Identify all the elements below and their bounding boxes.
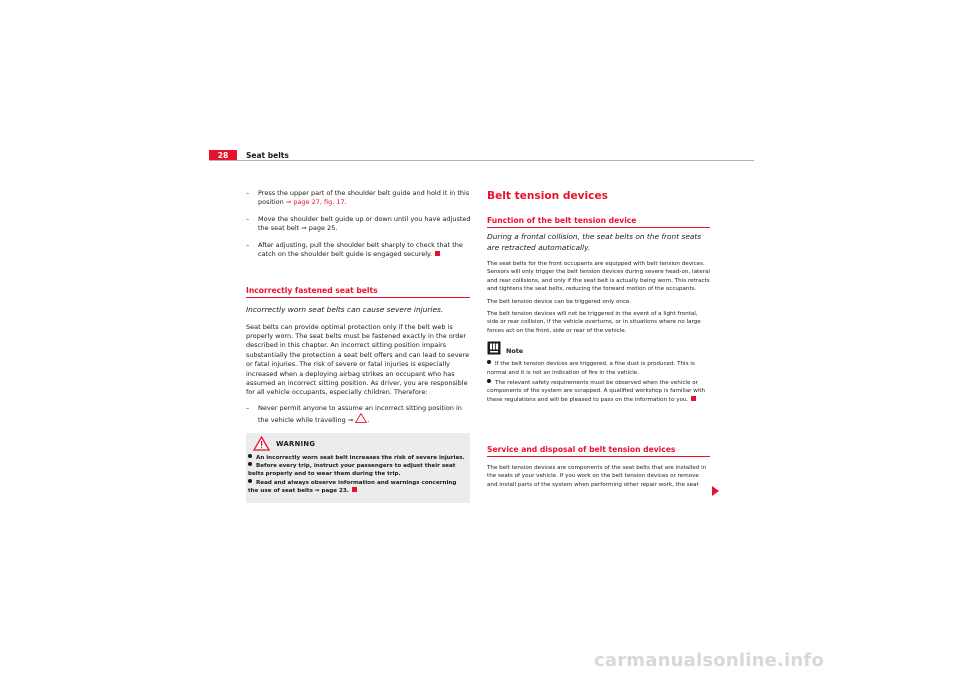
body-text: The belt tension devices are components of the seat belts that are installed in the seats of your vehicle. If you work on the belt tension devices or remove and install parts of the system when performing other repair work, the seat [487,465,707,488]
body-text: The belt tension device can be triggered only once. [487,298,632,305]
section-heading: Function of the belt tension device [487,215,710,228]
body-text: The seat belts for the front occupants are equipped with belt tension devices. Sensors will only trigger the belt tension devices during severe head-on, lateral and rear collisions, and only if the seat belt is actually being worn. This retracts and tightens the seat belts, reducing the forward motion of the occupants. [487,261,710,293]
warning-triangle-icon [253,436,270,451]
continue-arrow-icon [712,486,719,496]
note-title: Note [506,347,524,356]
left-column [246,189,472,259]
end-of-section-marker [352,487,357,492]
section-heading: Service and disposal of belt tension devices [487,444,710,457]
list-item: The relevant safety requirements must be observed when the vehicle or components of the system are scrapped. A qualified workshop is familiar with these regulations and will be pleased to pass on the information to you. [487,380,706,403]
list-item: If the belt tension devices are triggered, a fine dust is produced. This is normal and it is not an indication of fire in the vehicle. [487,361,695,376]
header-rule [209,160,754,161]
section-lead: Incorrectly worn seat belts can cause severe injuries. [246,305,444,314]
body-text: The belt tension devices will not be triggered in the event of a light frontal, side or rear collision, if the vehicle overturns, or in situations where no large forces act on the front, side or rear of the vehicle. [487,311,701,334]
section-lead: During a frontal collision, the seat belts on the front seats are retracted automatically. [487,232,702,252]
step-item: – After adjusting, pull the shoulder belt sharply to check that the catch on the shoulder belt guide is engaged securely. [246,240,463,259]
function-section [487,215,710,404]
step-item: – Move the shoulder belt guide up or down until you have adjusted the seat belt ⇒ page 25. [246,214,471,233]
section-heading: Incorrectly fastened seat belts [246,285,470,298]
page-reference-link[interactable]: ⇒ page 27, fig. 17 [285,198,345,207]
watermark: carmanualsonline.info [594,650,825,671]
warning-box [246,433,470,503]
step-item: – Never permit anyone to assume an incorrect sitting position in the vehicle while travelling ⇒ . [246,403,462,425]
warning-title: WARNING [276,440,316,448]
list-item: Read and always observe information and warnings concerning the use of seat belts ⇒ page 23. [248,479,457,494]
chapter-title: Belt tension devices [487,190,608,202]
warning-triangle-icon [355,413,367,423]
end-of-section-marker [691,396,696,401]
page-number: 28 [209,150,237,161]
note-icon [487,341,503,355]
section-title: Seat belts [246,151,289,160]
step-item: – Press the upper part of the shoulder belt guide and hold it in this position ⇒ page 27, fig. 17. [246,189,470,207]
list-item: Before every trip, instruct your passengers to adjust their seat belts properly and to wear them during the trip. [248,463,456,478]
list-item: An incorrectly worn seat belt increases the risk of severe injuries. [248,454,468,462]
incorrect-belts-section [246,285,470,426]
service-section [487,444,710,489]
warning-list [248,454,468,495]
end-of-section-marker [435,251,440,256]
body-text: Seat belts can provide optimal protection only if the belt web is properly worn. The seat belts must be fastened exactly in the order described in this chapter. An incorrect sitting position impairs substantially the protection a seat belt offers and can lead to severe or fatal injuries. The risk of severe or fatal injuries is especially increased when a deploying airbag strikes an occupant who has assumed an incorrect sitting position. As driver, you are responsible for all vehicle occupants, especially children. Therefore: [246,322,470,397]
note-header [487,341,710,356]
